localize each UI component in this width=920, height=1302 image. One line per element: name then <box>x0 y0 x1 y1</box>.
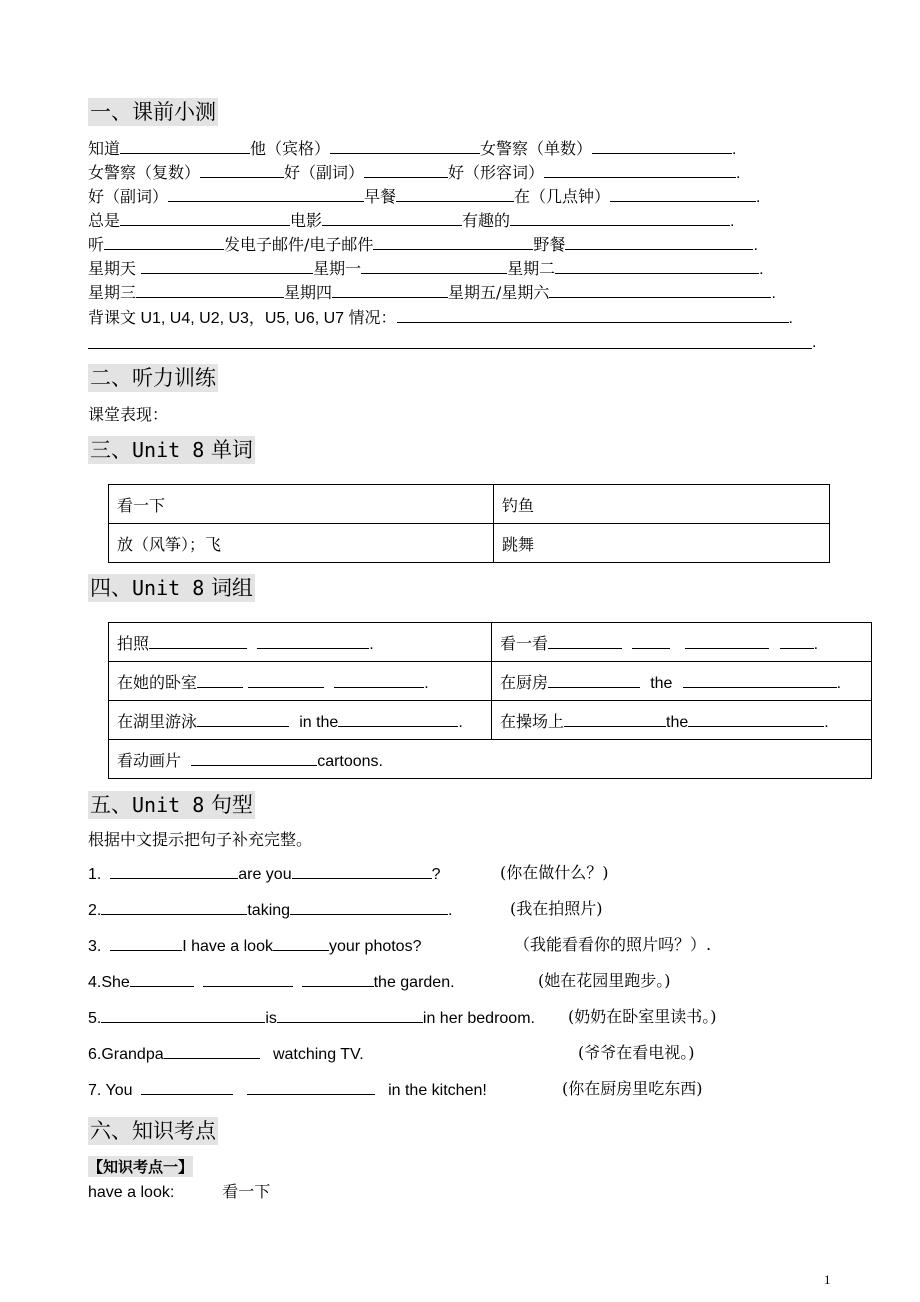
sentence-5: 5. is in her bedroom. <box>88 1006 535 1030</box>
sentence-4-hint: (她在花园里跑步。) <box>538 971 671 990</box>
vocab-cell[interactable]: 跳舞 <box>494 524 830 563</box>
answer-blank[interactable] <box>330 137 480 154</box>
answer-blank[interactable] <box>130 970 194 987</box>
section-3-heading: 三、Unit 8 单词 <box>90 438 253 462</box>
answer-blank[interactable] <box>104 233 224 250</box>
prompt: 发电子邮件/电子邮件 <box>224 235 374 254</box>
answer-blank[interactable] <box>247 1078 375 1095</box>
sentence-3-hint: （我能看看你的照片吗？）. <box>514 935 712 954</box>
section-4-heading: 四、Unit 8 词组 <box>90 576 253 600</box>
section-2-heading: 二、听力训练 <box>90 366 216 390</box>
answer-blank[interactable] <box>549 281 771 298</box>
period: . <box>759 261 764 278</box>
answer-blank[interactable] <box>110 934 182 951</box>
answer-blank[interactable] <box>101 898 247 915</box>
answer-blank[interactable] <box>544 161 736 178</box>
vocab-cell[interactable]: 看一下 <box>109 485 494 524</box>
prompt: 星期三 <box>88 283 137 302</box>
quiz-row <box>88 161 741 185</box>
answer-blank[interactable] <box>510 209 730 226</box>
answer-blank[interactable] <box>292 862 432 879</box>
prompt: 他（宾格） <box>250 139 331 158</box>
phrase-cell[interactable]: 在她的卧室 . <box>109 662 492 701</box>
phrase-cell[interactable]: 看动画片 cartoons. <box>109 740 872 779</box>
prompt: 在（几点钟） <box>514 187 611 206</box>
prompt: 好（副词） <box>88 187 169 206</box>
answer-blank[interactable] <box>200 161 284 178</box>
quiz-row <box>88 281 776 305</box>
answer-blank[interactable] <box>273 934 329 951</box>
period: . <box>753 237 758 254</box>
phrase-en: have a look: <box>88 1184 175 1201</box>
answer-blank[interactable] <box>168 185 364 202</box>
prompt: 好（形容词） <box>448 163 545 182</box>
vocab-cell[interactable]: 钓鱼 <box>494 485 830 524</box>
sentence-2-hint: (我在拍照片) <box>510 899 603 918</box>
answer-blank[interactable] <box>110 862 238 879</box>
answer-blank[interactable] <box>361 257 507 274</box>
prompt: 星期五/星期六 <box>448 283 550 302</box>
period: . <box>756 189 761 206</box>
section-6-heading: 六、知识考点 <box>90 1119 216 1143</box>
answer-blank[interactable] <box>120 137 250 154</box>
prompt: 星期二 <box>507 259 556 278</box>
answer-blank[interactable] <box>203 970 293 987</box>
sentence-7-hint: (你在厨房里吃东西) <box>562 1079 703 1098</box>
sentence-5-hint: (奶奶在卧室里读书。) <box>568 1007 717 1026</box>
sentence-7: 7. You in the kitchen! <box>88 1078 487 1102</box>
prompt: 女警察（单数） <box>480 139 593 158</box>
class-performance-label: 课堂表现： <box>88 405 169 424</box>
quiz-row <box>88 209 735 233</box>
knowledge-point-label: 【知识考点一】 <box>88 1158 194 1176</box>
section-5-heading: 五、Unit 8 句型 <box>90 793 253 817</box>
sentence-1: 1. are you ? <box>88 862 441 886</box>
prompt: 星期四 <box>284 283 333 302</box>
prompt: 早餐 <box>364 187 397 206</box>
period: . <box>732 141 737 158</box>
quiz-row <box>88 137 737 161</box>
phrase-table <box>108 622 872 779</box>
answer-blank[interactable] <box>396 185 514 202</box>
answer-blank[interactable] <box>322 209 462 226</box>
answer-blank[interactable] <box>332 281 448 298</box>
answer-blank[interactable] <box>592 137 732 154</box>
section-1-heading: 一、课前小测 <box>90 100 216 124</box>
sentence-1-hint: (你在做什么？) <box>500 863 609 882</box>
prompt: 好（副词） <box>284 163 365 182</box>
quiz-row <box>88 185 761 209</box>
answer-blank[interactable] <box>120 209 290 226</box>
prompt: 星期一 <box>313 259 362 278</box>
answer-blank[interactable] <box>290 898 448 915</box>
sentence-6: 6.Grandpa watching TV. <box>88 1042 364 1066</box>
answer-blank[interactable] <box>555 257 759 274</box>
prompt: 有趣的 <box>462 211 511 230</box>
phrase-cn: 看一下 <box>222 1182 271 1201</box>
sentence-2: 2. taking . <box>88 898 453 922</box>
prompt: 知道 <box>88 139 121 158</box>
phrase-cell[interactable]: 看一看 . <box>492 623 872 662</box>
answer-blank[interactable] <box>136 281 284 298</box>
recite-blank[interactable] <box>397 306 789 323</box>
recite-row <box>88 306 793 330</box>
vocab-table <box>108 484 830 563</box>
answer-blank[interactable] <box>101 1006 265 1023</box>
answer-blank[interactable] <box>565 233 753 250</box>
knowledge-point-content <box>88 1181 270 1204</box>
phrase-cell[interactable]: 拍照 . <box>109 623 492 662</box>
prompt: 野餐 <box>533 235 566 254</box>
phrase-cell[interactable]: 在厨房 the . <box>492 662 872 701</box>
prompt: 听 <box>88 235 105 254</box>
answer-blank[interactable] <box>610 185 756 202</box>
period: . <box>788 310 793 327</box>
prompt: 电影 <box>290 211 323 230</box>
prompt: 女警察（复数） <box>88 163 201 182</box>
section-5-instruction: 根据中文提示把句子补充完整。 <box>88 830 313 849</box>
answer-blank[interactable] <box>364 161 448 178</box>
recite-label: 背课文 U1, U4, U2, U3，U5, U6, U7 情况： <box>88 310 397 327</box>
sentence-3: 3. I have a look your photos? <box>88 934 421 958</box>
answer-blank[interactable] <box>373 233 533 250</box>
answer-blank[interactable] <box>141 257 313 274</box>
period: . <box>771 285 776 302</box>
period: . <box>812 334 817 351</box>
answer-blank[interactable] <box>164 1042 260 1059</box>
sentence-6-hint: (爷爷在看电视。) <box>578 1043 695 1062</box>
sentence-4: 4.She the garden. <box>88 970 455 994</box>
page-number: 1 <box>824 1272 831 1287</box>
prompt: 星期天 <box>88 259 137 278</box>
quiz-row <box>88 233 758 257</box>
period: . <box>730 213 735 230</box>
phrase-cell[interactable]: 在操场上 the . <box>492 701 872 740</box>
answer-blank[interactable] <box>141 1078 233 1095</box>
answer-blank[interactable] <box>302 970 374 987</box>
recite-blank-continued[interactable] <box>88 348 812 349</box>
phrase-cell[interactable]: 在湖里游泳 in the . <box>109 701 492 740</box>
answer-blank[interactable] <box>277 1006 423 1023</box>
quiz-row <box>88 257 764 281</box>
vocab-cell[interactable]: 放（风筝）；飞 <box>109 524 494 563</box>
prompt: 总是 <box>88 211 121 230</box>
period: . <box>736 165 741 182</box>
